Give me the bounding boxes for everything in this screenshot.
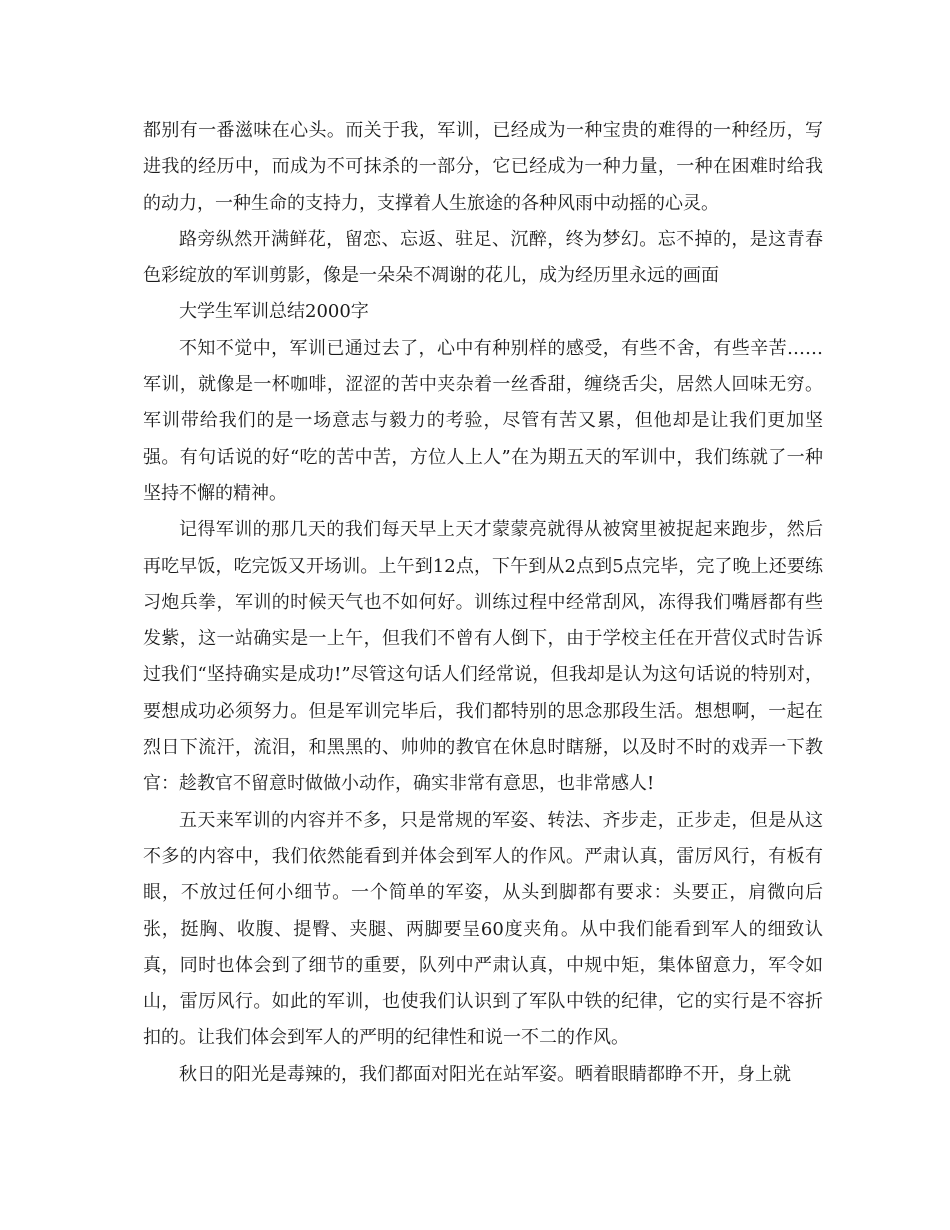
section-heading: 大学生军训总结2000字 [179, 301, 369, 323]
paragraph: 五天来军训的内容并不多，只是常规的军姿、转法、齐步走，正步走，但是从这不多的内容中，我们依然能看到并体会到军人的作风。严肃认真，雷厉风行，有板有眼，不放过任何小细节。一个简单的军姿，从头到脚都有要求：头要正，肩微向后张，挺胸、收腹、提臀、夹腿、两脚要呈60度夹角。从中我们能看到军人的细致认真，同时也体会到了细节的重要，队列中严肃认真，中规中矩，集体留意力，军令如山，雷厉风行。如此的军训，也使我们认识到了军队中铁的纪律，它的实行是不容折扣的。让我们体会到军人的严明的纪律性和说一不二的作风。 [143, 809, 823, 1049]
paragraph-continuation: 都别有一番滋味在心头。而关于我，军训，已经成为一种宝贵的难得的一种经历，写进我的经历中，而成为不可抹杀的一部分，它已经成为一种力量，一种在困难时给我的动力，一种生命的支持力，支撑着人生旅途的各种风雨中动摇的心灵。 [143, 120, 823, 214]
paragraph: 秋日的阳光是毒辣的，我们都面对阳光在站军姿。晒着眼睛都睁不开，身上就 [179, 1063, 791, 1085]
paragraph: 不知不觉中，军训已通过去了，心中有种别样的感受，有些不舍，有些辛苦……军训，就像是一杯咖啡，涩涩的苦中夹杂着一丝香甜，缠绕舌尖，居然人回味无穷。军训带给我们的是一场意志与毅力的考验，尽管有苦又累，但他却是让我们更加坚强。有句话说的好“吃的苦中苦，方位人上人”在为期五天的军训中，我们练就了一种坚持不懈的精神。 [143, 337, 823, 504]
paragraph: 路旁纵然开满鲜花，留恋、忘返、驻足、沉醉，终为梦幻。忘不掉的，是这青春色彩绽放的军训剪影，像是一朵朵不凋谢的花儿，成为经历里永远的画面 [143, 228, 823, 287]
paragraph: 记得军训的那几天的我们每天早上天才蒙蒙亮就得从被窝里被捉起来跑步，然后再吃早饭，吃完饭又开场训。上午到12点，下午到从2点到5点完毕，完了晚上还要练习炮兵拳，军训的时候天气也不如何好。训练过程中经常刮风，冻得我们嘴唇都有些发紫，这一站确实是一上午，但我们不曾有人倒下，由于学校主任在开营仪式时告诉过我们“坚持确实是成功!”尽管这句话人们经常说，但我却是认为这句话说的特别对，要想成功必须努力。但是军训完毕后，我们都特别的思念那段生活。想想啊，一起在烈日下流汗，流泪，和黑黑的、帅帅的教官在休息时瞎掰，以及时不时的戏弄一下教官：趁教官不留意时做做小动作，确实非常有意思，也非常感人! [143, 519, 823, 795]
document-body [143, 113, 823, 1093]
